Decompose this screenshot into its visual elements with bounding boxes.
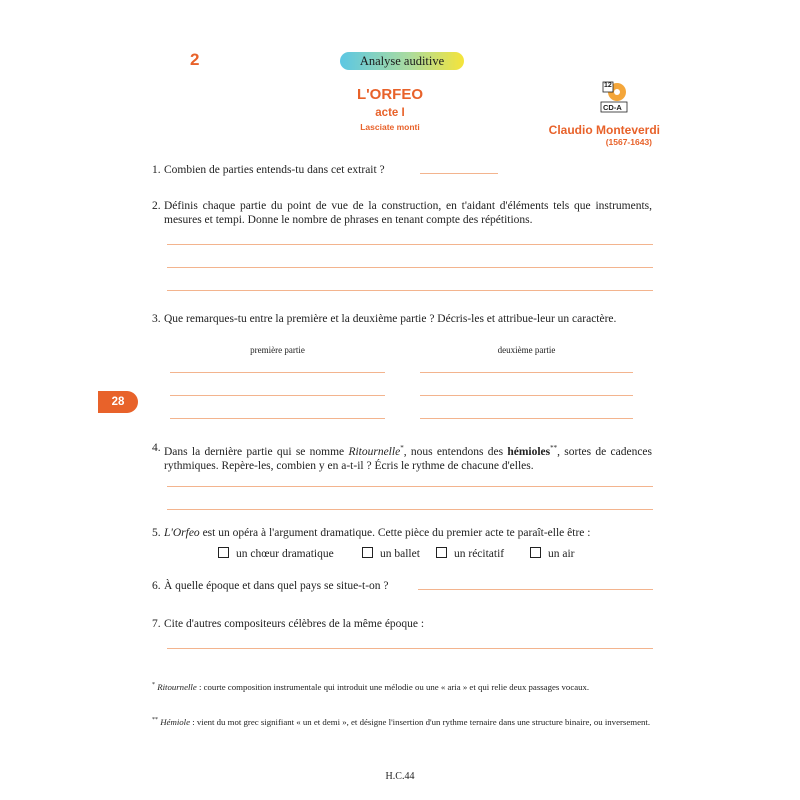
page-tab-number: 28 — [111, 396, 125, 408]
question-number: 7. — [152, 618, 161, 630]
page-tab — [98, 391, 138, 413]
question-3 — [152, 312, 652, 342]
page-footer: H.C.44 — [385, 771, 415, 782]
answer-line[interactable] — [167, 509, 653, 510]
composer-dates: (1567-1643) — [605, 137, 652, 147]
footnote-ritournelle: * Ritournelle : courte composition instrumentale qui introduit une mélodie ou une « aria » et qui relie deux passages vocaux. — [152, 681, 590, 692]
question-1 — [152, 163, 652, 179]
question-text: Cite d'autres compositeurs célèbres de la même époque : — [164, 618, 425, 630]
cd-label: CD-A — [603, 103, 622, 112]
question-text: Dans la dernière partie qui se nomme Ritournelle*, nous entendons des hémioles**, sortes de cadences rythmiques. Repère-les, combien y en a-t-il ? Écris le rythme de chacune d'elles. — [164, 444, 652, 472]
cd-track-number: 12 — [604, 82, 612, 89]
term-hemioles: hémioles — [507, 445, 551, 458]
chapter-number: 2 — [190, 50, 200, 69]
question-text: L'Orfeo est un opéra à l'argument dramatique. Cette pièce du premier acte te paraît-elle être : — [164, 527, 591, 539]
answer-line[interactable] — [420, 173, 498, 174]
question-4 — [152, 441, 652, 471]
column-label-left: première partie — [250, 345, 305, 355]
question-text: Combien de parties entends-tu dans cet extrait ? — [164, 164, 385, 176]
option-air[interactable]: un air — [530, 547, 575, 560]
answer-line[interactable] — [167, 486, 653, 487]
answer-line[interactable] — [167, 290, 653, 291]
answer-line[interactable] — [170, 418, 385, 419]
question-number: 6. — [152, 580, 161, 592]
answer-line[interactable] — [167, 244, 653, 245]
checkbox-icon[interactable] — [362, 547, 373, 558]
answer-line[interactable] — [418, 589, 653, 590]
option-ballet[interactable]: un ballet — [362, 547, 420, 560]
answer-line[interactable] — [420, 418, 633, 419]
checkbox-icon[interactable] — [436, 547, 447, 558]
answer-line[interactable] — [170, 395, 385, 396]
answer-line[interactable] — [420, 395, 633, 396]
work-subtitle: Lasciate monti — [360, 122, 420, 132]
question-text: Que remarques-tu entre la première et la deuxième partie ? Décris-les et attribue-leur un caractère. — [164, 313, 617, 325]
question-2 — [152, 199, 652, 229]
question-5 — [152, 526, 652, 542]
answer-line[interactable] — [167, 648, 653, 649]
question-number: 5. — [152, 527, 161, 539]
cd-icon — [600, 80, 630, 114]
answer-line[interactable] — [167, 267, 653, 268]
section-badge — [340, 52, 464, 70]
work-act: acte I — [375, 107, 405, 119]
question-number: 4. — [152, 442, 161, 454]
question-6 — [152, 579, 652, 595]
question-text: À quelle époque et dans quel pays se situe-t-on ? — [164, 580, 389, 592]
checkbox-icon[interactable] — [530, 547, 541, 558]
column-label-right: deuxième partie — [497, 345, 556, 355]
answer-line[interactable] — [420, 372, 633, 373]
option-recitatif[interactable]: un récitatif — [436, 547, 504, 560]
option-choeur-dramatique[interactable]: un chœur dramatique — [218, 547, 334, 560]
question-text: Définis chaque partie du point de vue de la construction, en t'aidant d'éléments tels que instruments, mesures et tempi. Donne le nombre de phrases en tenant compte des répétitions. — [164, 200, 652, 226]
term-ritournelle: Ritournelle — [348, 445, 401, 458]
section-badge-label: Analyse auditive — [359, 54, 445, 68]
question-number: 2. — [152, 200, 161, 212]
question-7 — [152, 617, 652, 633]
footnote-hemiole: ** Hémiole : vient du mot grec signifiant « un et demi », et désigne l'insertion d'un rythme ternaire dans une structure binaire, ou inversement. — [152, 716, 651, 727]
work-title: L'ORFEO — [356, 86, 424, 103]
answer-line[interactable] — [170, 372, 385, 373]
composer-name: Claudio Monteverdi — [548, 123, 660, 137]
question-number: 3. — [152, 313, 161, 325]
checkbox-icon[interactable] — [218, 547, 229, 558]
question-number: 1. — [152, 164, 161, 176]
